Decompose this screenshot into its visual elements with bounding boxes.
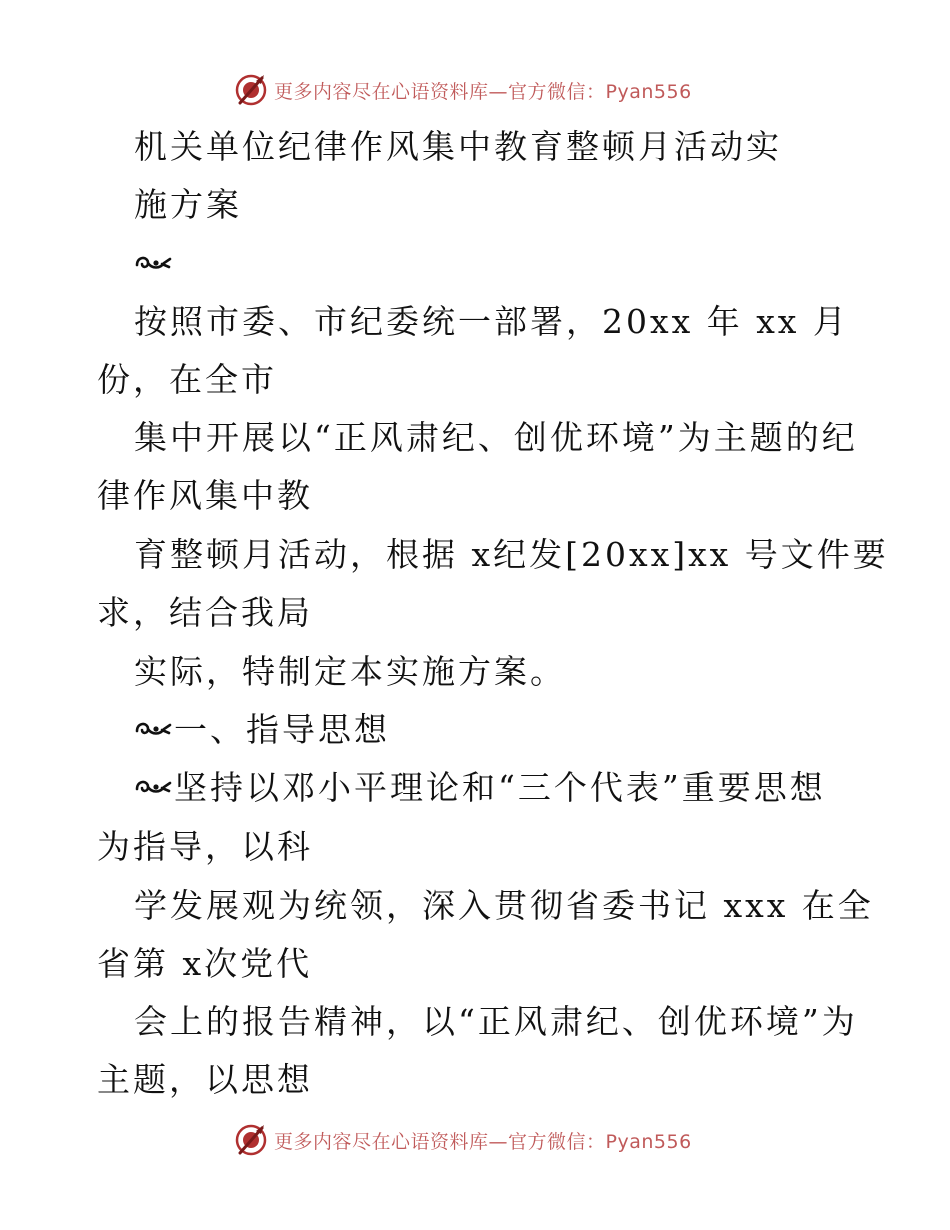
quill-seal-logo-icon: [234, 73, 268, 107]
footer-banner-text: 更多内容尽在心语资料库—官方微信：Pyan556: [274, 1130, 692, 1153]
paragraph-1-line-1: 按照市委、市纪委统一部署，20xx 年 xx 月: [134, 302, 849, 341]
header-banner: [234, 72, 692, 108]
document-title-line-1: 机关单位纪律作风集中教育整顿月活动实: [134, 127, 782, 166]
fleuron-ornament-icon: [134, 717, 172, 741]
header-banner-text: 更多内容尽在心语资料库—官方微信：Pyan556: [274, 80, 692, 103]
paragraph-2-line-1: [134, 768, 826, 808]
section-1-heading: [134, 710, 390, 750]
fleuron-ornament-icon: [134, 251, 172, 275]
quill-seal-logo-icon: [234, 1123, 268, 1157]
paragraph-1-line-2: 份，在全市: [97, 360, 277, 399]
ornament-line: [134, 244, 174, 284]
paragraph-2-line-6: 主题，以思想: [97, 1060, 313, 1099]
paragraph-1-line-3: 集中开展以“正风肃纪、创优环境”为主题的纪: [134, 418, 858, 457]
paragraph-2-line-4: 省第 x次党代: [97, 944, 313, 983]
paragraph-2-line-1-text: 坚持以邓小平理论和“三个代表”重要思想: [174, 768, 826, 807]
paragraph-1-line-4: 律作风集中教: [97, 476, 313, 515]
document-title-line-2: 施方案: [134, 185, 242, 224]
paragraph-1-line-7: 实际，特制定本实施方案。: [134, 652, 566, 691]
paragraph-2-line-2: 为指导，以科: [97, 827, 313, 866]
paragraph-1-line-6: 求，结合我局: [97, 593, 313, 632]
paragraph-2-line-5: 会上的报告精神，以“正风肃纪、创优环境”为: [134, 1002, 858, 1041]
footer-banner: [234, 1122, 692, 1158]
paragraph-1-line-5: 育整顿月活动，根据 x纪发[20xx]xx 号文件要: [134, 535, 889, 574]
section-1-heading-text: 一、指导思想: [174, 710, 390, 749]
paragraph-2-line-3: 学发展观为统领，深入贯彻省委书记 xxx 在全: [134, 886, 874, 925]
fleuron-ornament-icon: [134, 775, 172, 799]
